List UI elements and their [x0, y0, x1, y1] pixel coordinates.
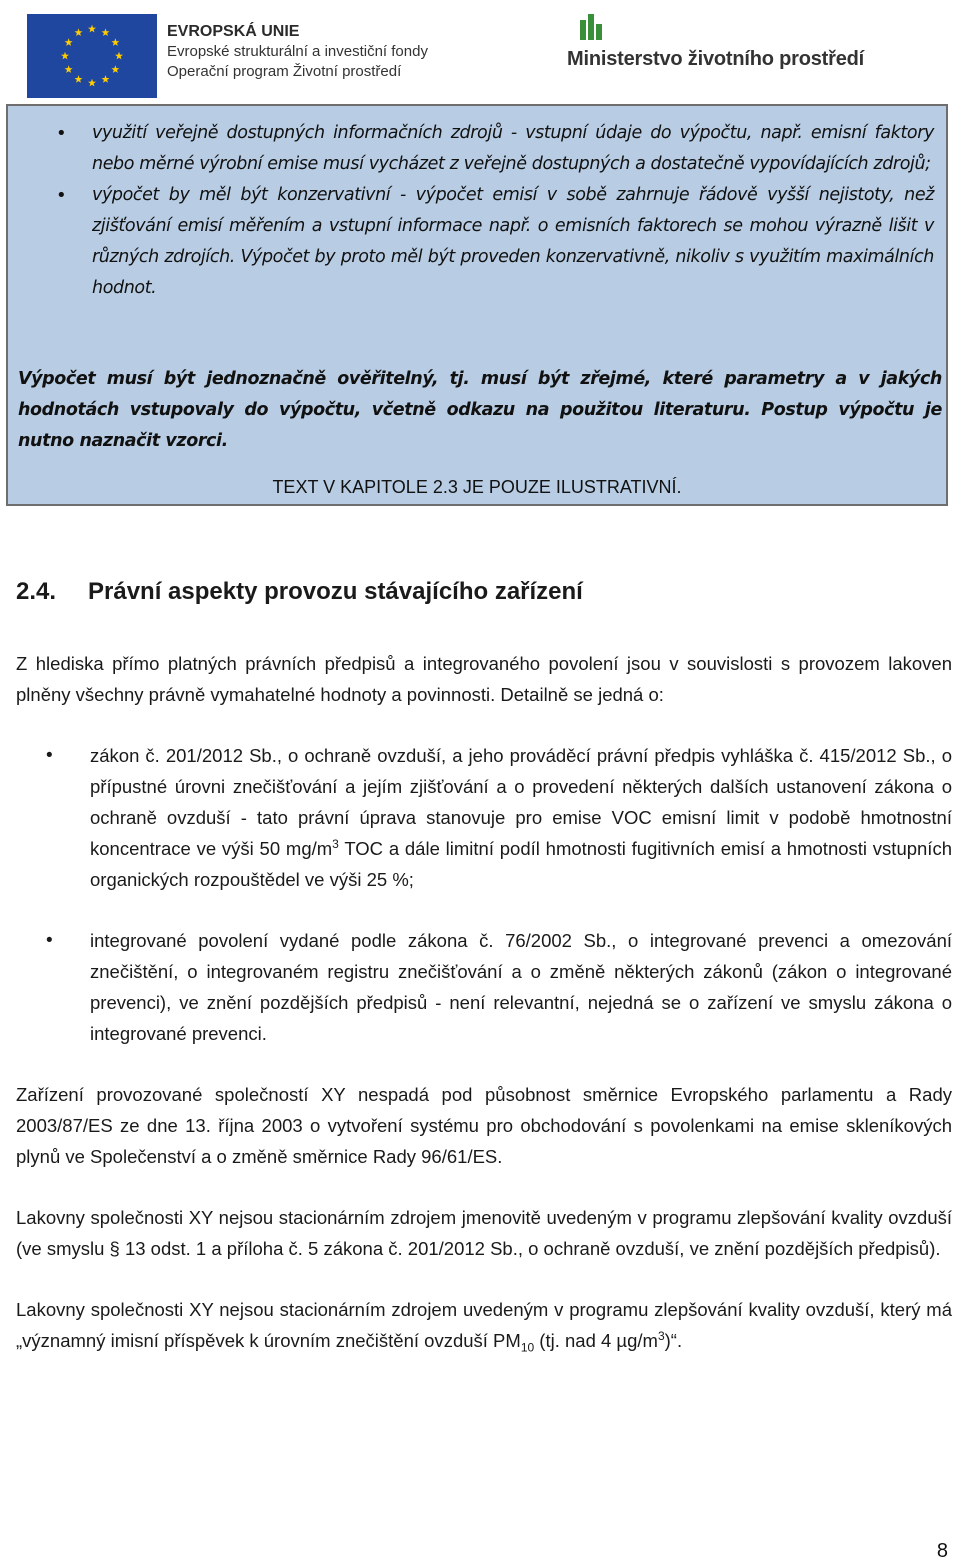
paragraph-3: Lakovny společnosti XY nejsou stacionárním zdrojem jmenovitě uvedeným v programu zlepšování kvality ovzduší (ve smyslu § 13 odst. 1 a příloha č. 5 zákona č. 201/2012 Sb., o ochraně ovzduší, ve znění pozdějších předpisů).	[16, 1207, 952, 1259]
legal-item-1-tail: TOC a dále limitní podíl hmotnosti fugitivních emisí a hmotnosti vstupních organických rozpouštědel ve výši 25 %;	[90, 838, 952, 890]
eu-line-1: EVROPSKÁ UNIE	[167, 23, 300, 40]
eu-line-2: Evropské strukturální a investiční fondy	[167, 43, 428, 60]
paragraph-4	[16, 1294, 952, 1356]
legal-item-2: • integrované povolení vydané podle zákona č. 76/2002 Sb., o integrované prevenci a omezování znečištění, o integrovaném registru znečišťování a o změně některých zákonů (zákon o integrované prevenci), ve znění pozdějších předpisů - není relevantní, nejedná se o zařízení ve smyslu zákona o integrované prevenci.	[90, 925, 952, 1049]
box-bullet-list	[92, 118, 934, 304]
illustrative-notice: TEXT V KAPITOLE 2.3 JE POUZE ILUSTRATIVNÍ.	[272, 477, 682, 497]
paragraph-2: Zařízení provozované společností XY nespadá pod působnost směrnice Evropského parlamentu a Rady 2003/87/ES ze dne 13. října 2003 o vytvoření systému pro obchodování s povolenkami na emise skleníkových plynů ve Společenství a o změně směrnice Rady 96/61/ES.	[16, 1084, 952, 1167]
eu-line-3: Operační program Životní prostředí	[167, 63, 402, 80]
legal-list	[16, 740, 952, 1049]
legal-item-1-text: zákon č. 201/2012 Sb., o ochraně ovzduší, a jeho prováděcí právní předpis vyhláška č. 415/2012 Sb., o přípustné úrovni znečišťování a jejím zjišťování a o provedení některých dalších ustanovení zákona o ochraně ovzduší - tato právní úprava stanovuje pro emise VOC emisní limit v podobě hmotnostní koncentrace ve výši 50 mg/m	[90, 745, 952, 859]
page-number: 8	[936, 1540, 948, 1562]
eu-program-text	[167, 22, 428, 82]
ministry-name: Ministerstvo životního prostředí	[567, 48, 864, 70]
paragraph-4-mid: (tj. nad 4 µg/m	[534, 1330, 658, 1351]
box-bullet-1: • využití veřejně dostupných informačních zdrojů - vstupní údaje do výpočtu, např. emisní faktory nebo měrné výrobní emise musí vycházet z veřejně dostupných a dostatečně vypovídajících zdrojů;	[92, 118, 934, 180]
ministry-logo-icon	[580, 14, 602, 40]
section-intro: Z hlediska přímo platných právních předpisů a integrovaného povolení jsou v souvislosti s provozem lakoven plněny všechny právně vymahatelné hodnoty a povinnosti. Detailně se jedná o:	[16, 653, 952, 705]
box-bullet-2: • výpočet by měl být konzervativní - výpočet emisí v sobě zahrnuje řádově vyšší nejistoty, než zjišťování emisí měřením a vstupní informace např. o emisních faktorech se mohou výrazně lišit v různých zdrojích. Výpočet by proto měl být proveden konzervativně, nikoliv s využitím maximálních hodnot.	[92, 180, 934, 304]
box-bold-note: Výpočet musí být jednoznačně ověřitelný, tj. musí být zřejmé, které parametry a v jakých hodnotách vstupovaly do výpočtu, včetně odkazu na použitou literaturu. Postup výpočtu je nutno naznačit vzorci.	[18, 369, 942, 451]
legal-item-1	[90, 740, 952, 895]
eu-flag-icon	[27, 14, 157, 98]
paragraph-4-sub: 10	[520, 1340, 535, 1355]
section-title: Právní aspekty provozu stávajícího zařízení	[88, 578, 583, 605]
section-number: 2.4.	[16, 578, 57, 605]
paragraph-4-end: )“.	[664, 1330, 683, 1351]
section-content	[16, 576, 952, 1386]
illustrative-text-box	[6, 104, 948, 506]
section-heading	[16, 576, 952, 608]
paragraph-4-text: Lakovny společnosti XY nejsou stacionárním zdrojem uvedeným v programu zlepšování kvality ovzduší, který má „významný imisní příspěvek k úrovním znečištění ovzduší PM	[16, 1299, 952, 1351]
paragraph-4-sup: 3	[657, 1328, 665, 1343]
legal-item-1-sup: 3	[332, 836, 339, 851]
document-header	[0, 0, 960, 100]
